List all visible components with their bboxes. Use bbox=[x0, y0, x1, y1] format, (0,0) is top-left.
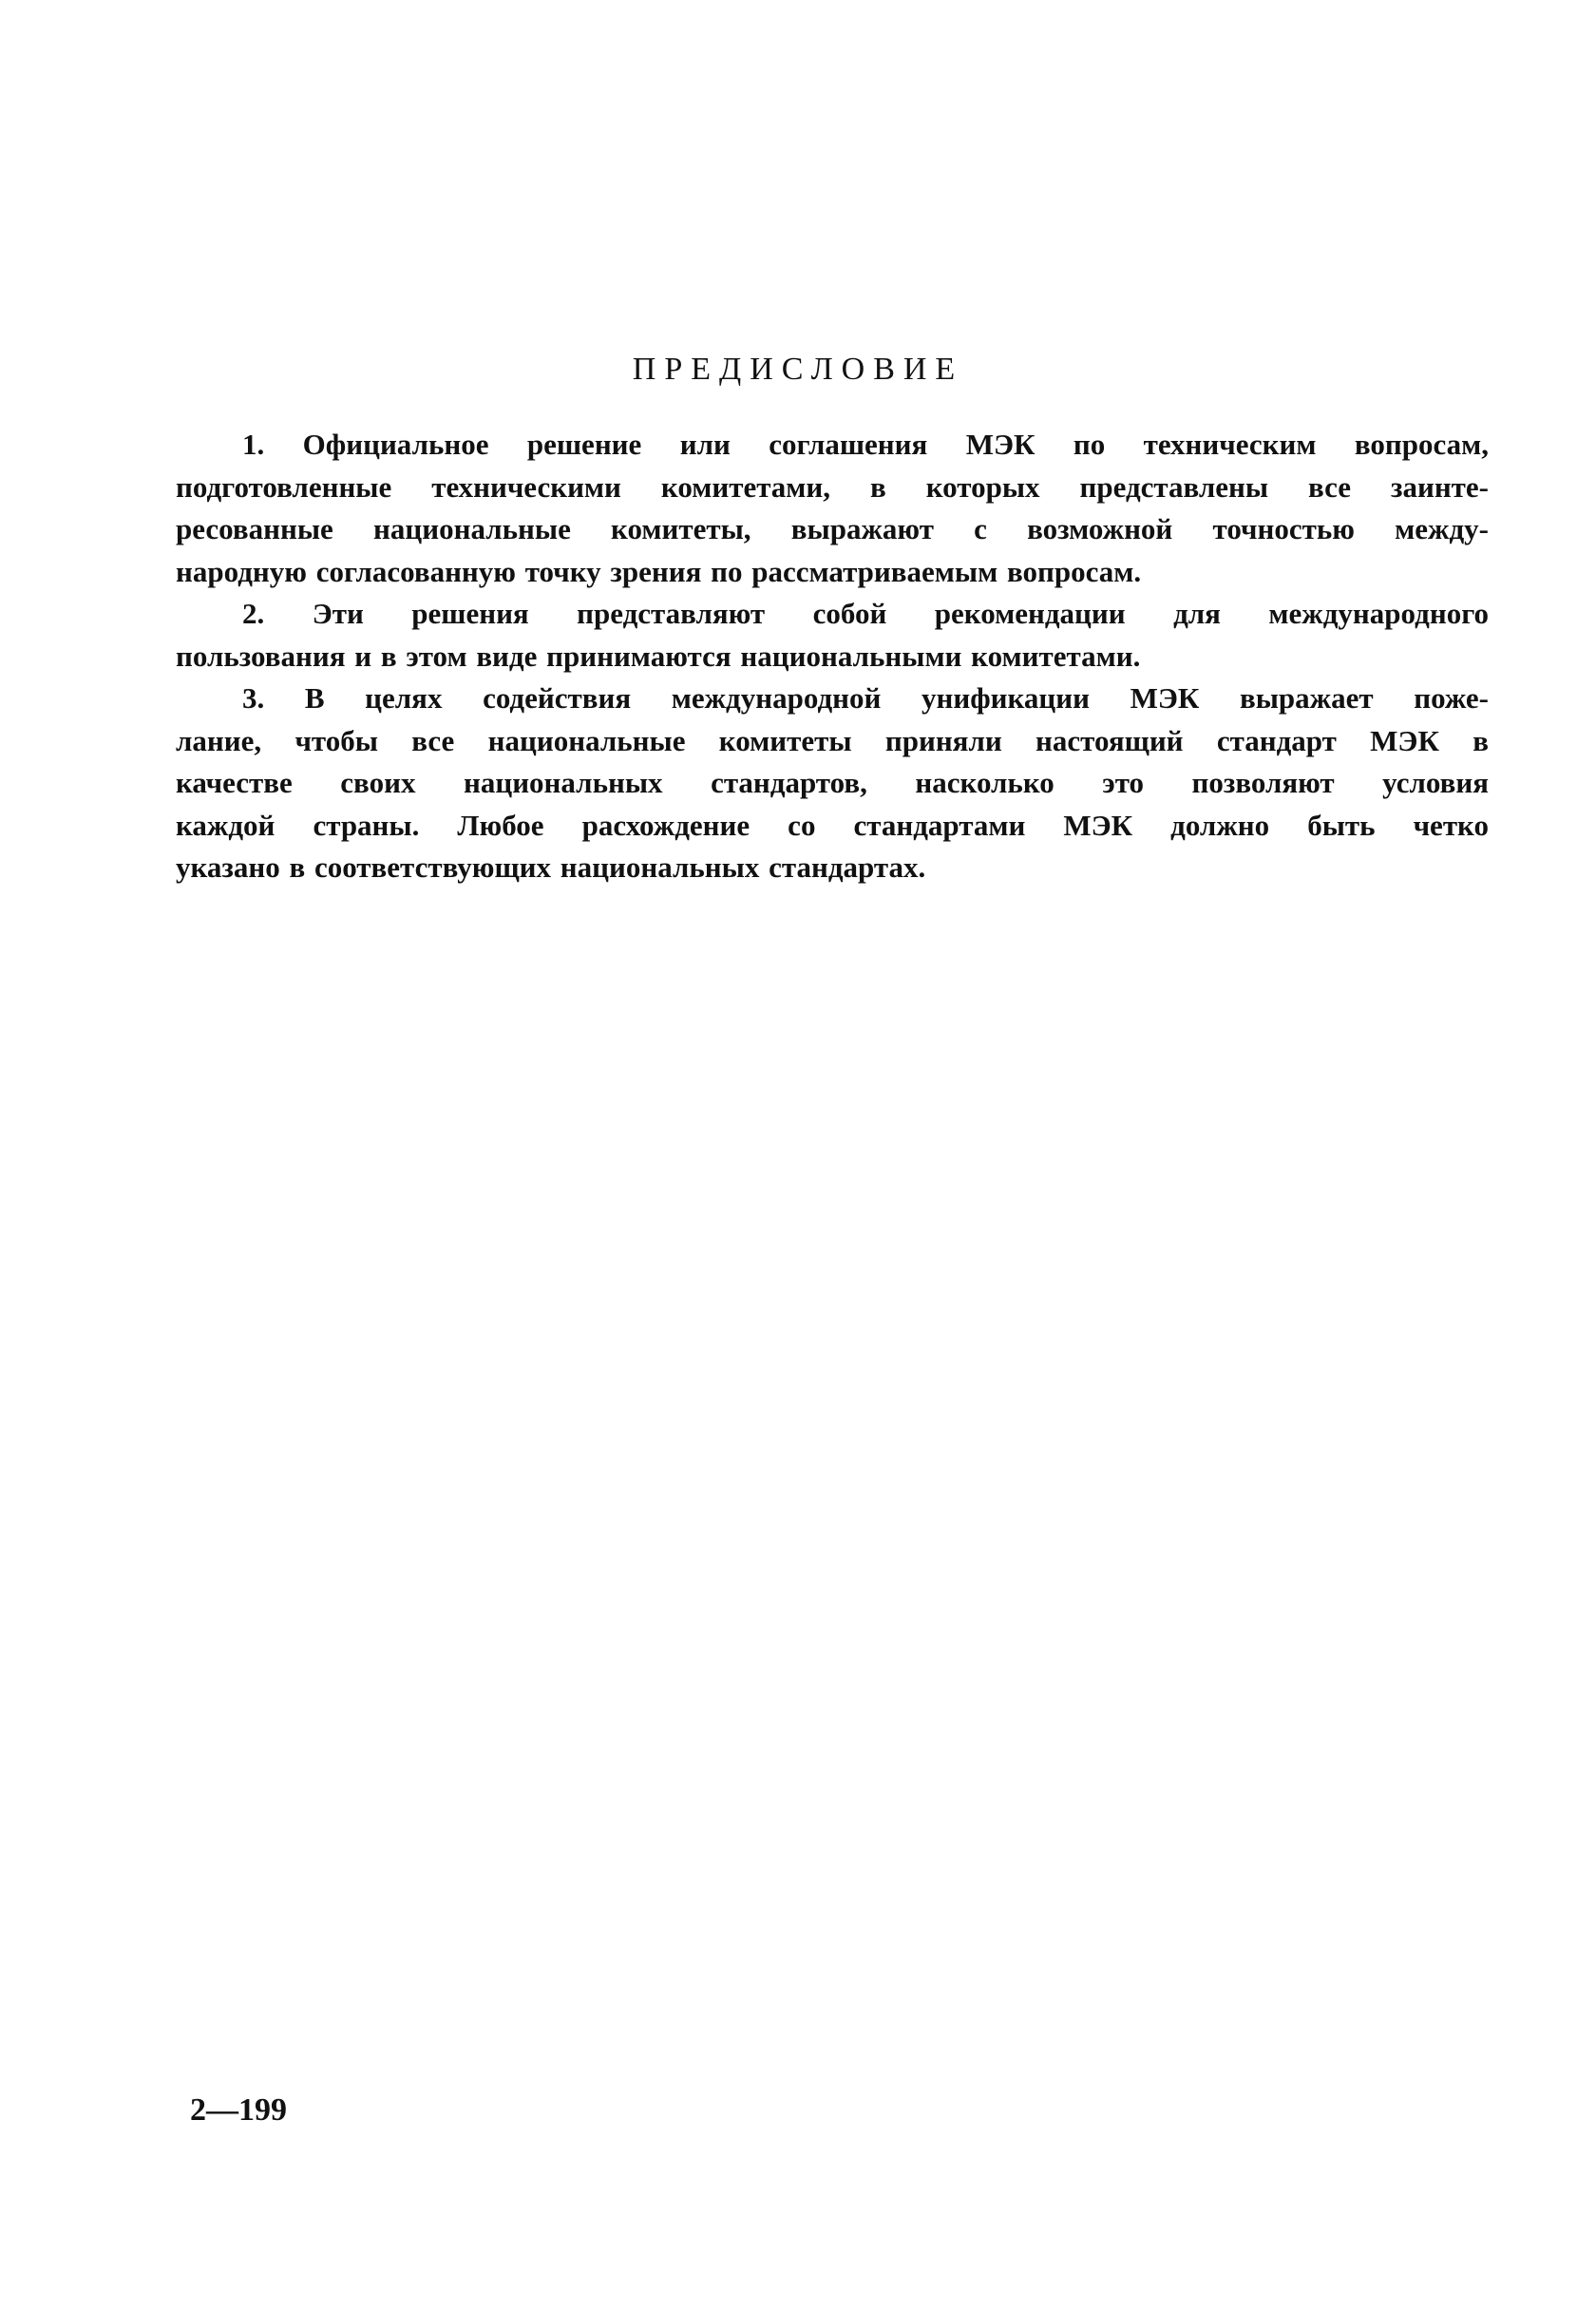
text-line: 3. В целях содействия международной унификации МЭК выражает поже- bbox=[242, 681, 1489, 715]
text-line: каждой страны. Любое расхождение со стандартами МЭК должно быть четко bbox=[176, 808, 1489, 842]
paragraph-1 bbox=[176, 424, 1489, 593]
text-line: ресованные национальные комитеты, выражают с возможной точностью между- bbox=[176, 512, 1489, 545]
page-title: ПРЕДИСЛОВИЕ bbox=[632, 352, 964, 387]
paragraph-2 bbox=[176, 593, 1489, 678]
page-number: 2—199 bbox=[190, 2092, 287, 2128]
text-line: подготовленные техническими комитетами, в которых представлены все заинте- bbox=[176, 469, 1489, 504]
text-line: 2. Эти решения представляют собой рекомендации для международного bbox=[242, 597, 1489, 630]
text-line: пользования и в этом виде принимаются национальными комитетами. bbox=[176, 639, 1141, 673]
text-line: качестве своих национальных стандартов, насколько это позволяют условия bbox=[176, 766, 1489, 799]
text-line: 1. Официальное решение или соглашения МЭК по техническим вопросам, bbox=[242, 428, 1489, 461]
text-line: указано в соответствующих национальных стандартах. bbox=[176, 850, 926, 884]
text-line: народную согласованную точку зрения по рассматриваемым вопросам. bbox=[176, 554, 1142, 588]
paragraph-3 bbox=[176, 678, 1489, 889]
preface-body bbox=[176, 424, 1489, 889]
text-line: лание, чтобы все национальные комитеты приняли настоящий стандарт МЭК в bbox=[176, 723, 1489, 757]
